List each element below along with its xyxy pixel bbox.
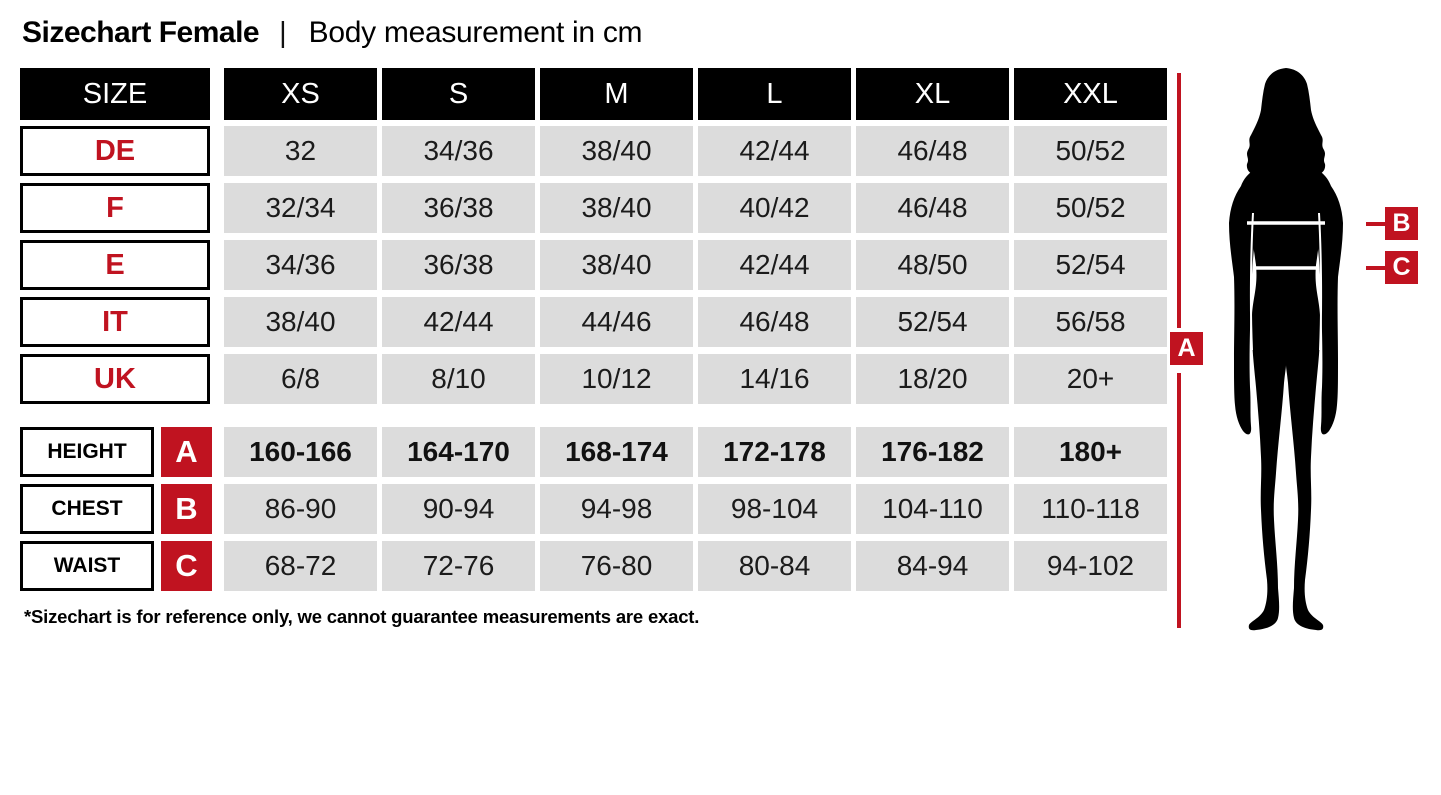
measure-cell: 94-98 bbox=[540, 484, 693, 534]
body-measurement-figure bbox=[1160, 55, 1441, 675]
footnote-text: *Sizechart is for reference only, we cannot guarantee measurements are exact. bbox=[24, 606, 700, 627]
size-cell: 42/44 bbox=[698, 126, 851, 176]
size-cell: 52/54 bbox=[1014, 240, 1167, 290]
figure-marker-c: C bbox=[1385, 251, 1418, 284]
column-header-l: L bbox=[698, 68, 851, 120]
size-cell: 36/38 bbox=[382, 240, 535, 290]
table-row-chest bbox=[20, 484, 1167, 534]
measure-cell: 164-170 bbox=[382, 427, 535, 477]
figure-marker-b: B bbox=[1385, 207, 1418, 240]
waist-marker-line bbox=[1366, 266, 1386, 270]
size-cell: 8/10 bbox=[382, 354, 535, 404]
measure-cell: 68-72 bbox=[224, 541, 377, 591]
table-row-uk bbox=[20, 354, 1167, 404]
measure-cell: 98-104 bbox=[698, 484, 851, 534]
measure-cell: 84-94 bbox=[856, 541, 1009, 591]
page-header bbox=[22, 16, 642, 50]
size-cell: 52/54 bbox=[856, 297, 1009, 347]
size-cell: 46/48 bbox=[856, 126, 1009, 176]
size-cell: 6/8 bbox=[224, 354, 377, 404]
size-cell: 40/42 bbox=[698, 183, 851, 233]
column-header-xl: XL bbox=[856, 68, 1009, 120]
height-measure-line-top bbox=[1177, 73, 1181, 328]
measure-cell: 80-84 bbox=[698, 541, 851, 591]
measure-cell: 176-182 bbox=[856, 427, 1009, 477]
measure-cell: 168-174 bbox=[540, 427, 693, 477]
size-cell: 36/38 bbox=[382, 183, 535, 233]
measure-cell: 76-80 bbox=[540, 541, 693, 591]
table-row-de bbox=[20, 126, 1167, 176]
size-cell: 42/44 bbox=[382, 297, 535, 347]
column-header-s: S bbox=[382, 68, 535, 120]
table-row-it bbox=[20, 297, 1167, 347]
size-cell: 34/36 bbox=[382, 126, 535, 176]
size-table bbox=[20, 68, 1167, 598]
marker-badge-b: B bbox=[161, 484, 212, 534]
table-header-row bbox=[20, 68, 1167, 120]
measure-label-waist: WAIST bbox=[20, 541, 154, 591]
size-cell: 50/52 bbox=[1014, 183, 1167, 233]
size-cell: 14/16 bbox=[698, 354, 851, 404]
height-measure-line-bottom bbox=[1177, 373, 1181, 628]
figure-marker-a: A bbox=[1170, 332, 1203, 365]
table-section-gap bbox=[20, 411, 1167, 427]
size-cell: 44/46 bbox=[540, 297, 693, 347]
size-corner-header: SIZE bbox=[20, 68, 210, 120]
size-cell: 34/36 bbox=[224, 240, 377, 290]
size-cell: 42/44 bbox=[698, 240, 851, 290]
column-header-xxl: XXL bbox=[1014, 68, 1167, 120]
size-cell: 56/58 bbox=[1014, 297, 1167, 347]
marker-badge-a: A bbox=[161, 427, 212, 477]
measure-cell: 104-110 bbox=[856, 484, 1009, 534]
table-row-e bbox=[20, 240, 1167, 290]
measure-cell: 110-118 bbox=[1014, 484, 1167, 534]
title-separator: | bbox=[279, 16, 287, 49]
size-cell: 38/40 bbox=[540, 240, 693, 290]
size-cell: 10/12 bbox=[540, 354, 693, 404]
measure-cell: 90-94 bbox=[382, 484, 535, 534]
size-cell: 32 bbox=[224, 126, 377, 176]
marker-badge-c: C bbox=[161, 541, 212, 591]
size-cell: 46/48 bbox=[856, 183, 1009, 233]
measure-cell: 180+ bbox=[1014, 427, 1167, 477]
table-row-f bbox=[20, 183, 1167, 233]
region-label-f: F bbox=[20, 183, 210, 233]
size-cell: 46/48 bbox=[698, 297, 851, 347]
column-header-xs: XS bbox=[224, 68, 377, 120]
table-row-height bbox=[20, 427, 1167, 477]
female-silhouette bbox=[1222, 65, 1352, 635]
page-subtitle: Body measurement in cm bbox=[308, 16, 643, 49]
size-cell: 38/40 bbox=[540, 183, 693, 233]
size-cell: 50/52 bbox=[1014, 126, 1167, 176]
page-title: Sizechart Female bbox=[22, 16, 260, 49]
region-label-e: E bbox=[20, 240, 210, 290]
size-cell: 38/40 bbox=[224, 297, 377, 347]
table-row-waist bbox=[20, 541, 1167, 591]
region-label-de: DE bbox=[20, 126, 210, 176]
size-cell: 18/20 bbox=[856, 354, 1009, 404]
measure-cell: 94-102 bbox=[1014, 541, 1167, 591]
measure-label-chest: CHEST bbox=[20, 484, 154, 534]
size-cell: 48/50 bbox=[856, 240, 1009, 290]
size-cell: 32/34 bbox=[224, 183, 377, 233]
measure-label-height: HEIGHT bbox=[20, 427, 154, 477]
measure-cell: 160-166 bbox=[224, 427, 377, 477]
size-cell: 20+ bbox=[1014, 354, 1167, 404]
size-cell: 38/40 bbox=[540, 126, 693, 176]
region-label-it: IT bbox=[20, 297, 210, 347]
measure-cell: 86-90 bbox=[224, 484, 377, 534]
measure-cell: 72-76 bbox=[382, 541, 535, 591]
column-header-m: M bbox=[540, 68, 693, 120]
chest-marker-line bbox=[1366, 222, 1386, 226]
region-label-uk: UK bbox=[20, 354, 210, 404]
measure-cell: 172-178 bbox=[698, 427, 851, 477]
